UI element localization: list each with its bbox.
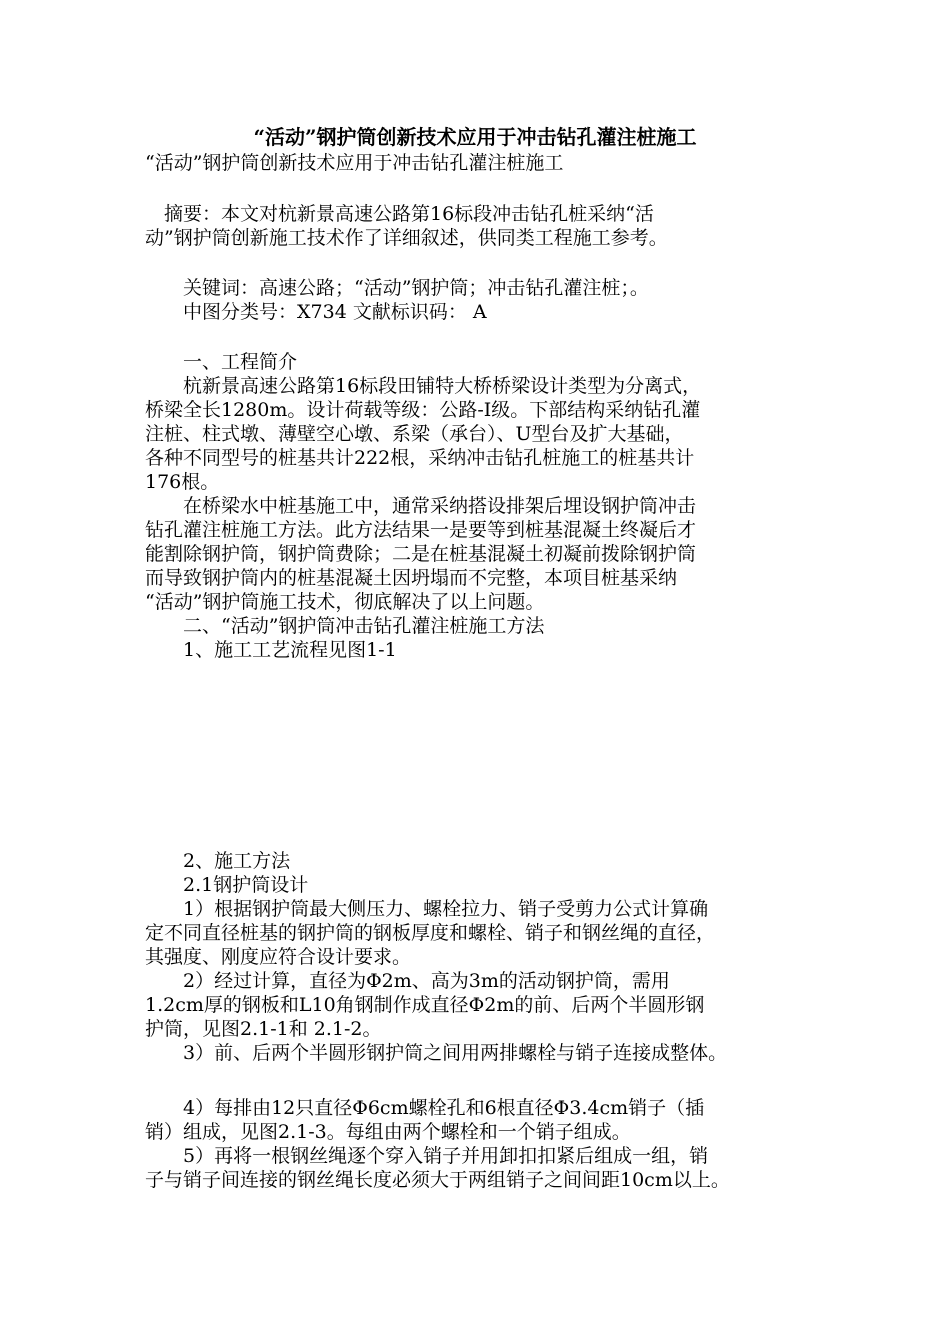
- paragraph-line: 1）根据钢护筒最大侧压力、螺栓拉力、销子受剪力公式计算确: [145, 898, 709, 920]
- paragraph-line: 而导致钢护筒内的桩基混凝土因坍塌而不完整，本项目桩基采纳: [145, 567, 678, 589]
- subtitle-line: “活动”钢护筒创新技术应用于冲击钻孔灌注桩施工: [145, 152, 564, 174]
- keywords-line: 关键词：高速公路；“活动”钢护筒；冲击钻孔灌注桩；。: [145, 277, 649, 299]
- paragraph-line: 桥梁全长1280m。设计荷载等级：公路-Ⅰ级。下部结构采纳钻孔灌: [145, 399, 701, 421]
- paragraph-line: 能割除钢护筒，钢护筒费除；二是在桩基混凝土初凝前拨除钢护筒: [145, 543, 697, 565]
- paragraph-line: 1.2cm厚的钢板和L10角钢制作成直径Φ2m的前、后两个半圆形钢: [145, 994, 705, 1016]
- paragraph-line: “活动”钢护筒施工技术，彻底解决了以上问题。: [145, 591, 545, 613]
- subsection-heading: 1、施工工艺流程见图1-1: [145, 639, 397, 661]
- paragraph-line: 3）前、后两个半圆形钢护筒之间用两排螺栓与销子连接成整体。: [145, 1042, 728, 1064]
- document-title: “活动”钢护筒创新技术应用于冲击钻孔灌注桩施工: [253, 125, 697, 149]
- section-heading: 一、工程简介: [145, 351, 298, 373]
- paragraph-line: 其强度、刚度应符合设计要求。: [145, 946, 412, 968]
- paragraph-line: 动”钢护筒创新施工技术作了详细叙述，供同类工程施工参考。: [145, 227, 668, 249]
- section-heading: 二、“活动”钢护筒冲击钻孔灌注桩施工方法: [145, 615, 545, 637]
- paragraph-line: 176根。: [145, 471, 220, 493]
- subsection-heading: 2.1钢护筒设计: [145, 874, 309, 896]
- paragraph-line: 子与销子间连接的钢丝绳长度必须大于两组销子之间间距10cm以上。: [145, 1169, 730, 1191]
- classification-line: 中图分类号：X734 文献标识码： A: [145, 301, 487, 323]
- paragraph-line: 2）经过计算，直径为Φ2m、高为3m的活动钢护筒，需用: [145, 970, 670, 992]
- paragraph-line: 摘要：本文对杭新景高速公路第16标段冲击钻孔桩采纳“活: [145, 203, 654, 225]
- subsection-heading: 2、施工方法: [145, 850, 291, 872]
- paragraph-line: 注桩、柱式墩、薄壁空心墩、系梁（承台）、U型台及扩大基础，: [145, 423, 684, 445]
- paragraph-line: 护筒，见图2.1-1和 2.1-2。: [145, 1018, 382, 1040]
- paragraph-line: 各种不同型号的桩基共计222根，采纳冲击钻孔桩施工的桩基共计: [145, 447, 695, 469]
- paragraph-line: 钻孔灌注桩施工方法。此方法结果一是要等到桩基混凝土终凝后才: [145, 519, 697, 541]
- paragraph-line: 5）再将一根钢丝绳逐个穿入销子并用卸扣扣紧后组成一组，销: [145, 1145, 709, 1167]
- paragraph-line: 杭新景高速公路第16标段田铺特大桥桥梁设计类型为分离式，: [145, 375, 702, 397]
- paragraph-line: 销）组成，见图2.1-3。每组由两个螺栓和一个销子组成。: [145, 1121, 631, 1143]
- paragraph-line: 在桥梁水中桩基施工中，通常采纳搭设排架后埋设钢护筒冲击: [145, 495, 697, 517]
- paragraph-line: 4）每排由12只直径Φ6cm螺栓孔和6根直径Φ3.4cm销子（插: [145, 1097, 705, 1119]
- paragraph-line: 定不同直径桩基的钢护筒的钢板厚度和螺栓、销子和钢丝绳的直径，: [145, 922, 716, 944]
